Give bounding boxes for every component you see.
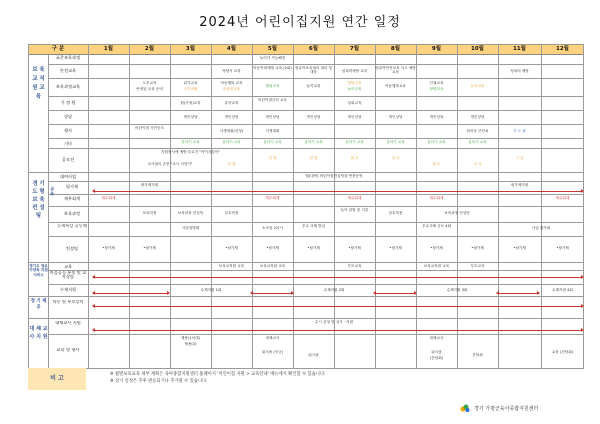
cell: 수제지원 1회 <box>200 288 222 292</box>
footer-org: 경기 가평군육아종합지원센터 <box>474 406 539 412</box>
cell: 접 수 <box>432 162 441 166</box>
cell: 아동학대예방 교육 (2회) <box>253 66 292 70</box>
cell: 성폭력 예방 <box>510 69 529 73</box>
cell: 전 형 <box>227 162 236 166</box>
cell: 놀이교육 <box>470 84 485 88</box>
cell: 안정된 교육 준비 <box>136 87 163 91</box>
cell: 어린이집 사진공모 <box>135 126 164 130</box>
cell: 유아기 교육 <box>304 140 323 144</box>
cell: 성희교육 <box>347 101 362 105</box>
cell: 재무회계 <box>555 196 570 200</box>
cell: 우수 사례 발굴 <box>301 224 326 228</box>
row-label: 대여사업 <box>59 174 77 179</box>
header-month: 10월 <box>471 46 484 52</box>
cell: •평가제 <box>307 246 320 250</box>
header-month: 8월 <box>390 46 401 52</box>
center-logo-icon <box>460 403 470 413</box>
cell: 노후교육 <box>142 81 157 85</box>
row-label: 능력특강 공동체 <box>57 224 87 228</box>
cell: 재무회계 <box>429 196 444 200</box>
cell: •평가제 <box>556 246 569 250</box>
row-label: 수제지원 <box>59 287 77 292</box>
header-month: 9월 <box>431 46 442 52</box>
cell: 영양교육 <box>347 81 362 85</box>
cell: 유아기 교육 <box>386 140 405 144</box>
arrow <box>252 293 292 294</box>
header-gubun: 구 분 <box>51 46 65 52</box>
row-label: 마등 및 부모강의 <box>52 300 84 304</box>
remarks-label: 비 고 <box>28 368 86 390</box>
cell: 보육과정 컨설팅 <box>177 211 204 215</box>
cell: 위기교육 <box>183 81 198 85</box>
section-bomo: 보 육 교 직 원 교 육 <box>32 67 45 100</box>
row-label: 교육 <box>63 264 73 269</box>
header-month: 4월 <box>226 46 237 52</box>
cell: 심 사 <box>391 156 400 160</box>
cell: •평가제 <box>143 246 156 250</box>
arrow <box>94 293 168 294</box>
schedule-table <box>28 44 584 368</box>
cell: 유아기 교육 <box>345 140 364 144</box>
cell: 부모교육 <box>347 264 362 268</box>
row-label: 컨설팅 <box>65 246 79 251</box>
row-label: 공모전 <box>61 157 75 162</box>
cell: (간담회) <box>429 356 444 360</box>
cell: 평가제지원 <box>510 183 529 187</box>
cell: 보육과정 <box>142 211 157 215</box>
cell: 보육교직원 교육 <box>423 264 450 268</box>
cell: 개인상담 <box>429 115 444 119</box>
cell: 원(가정)교육 <box>180 101 201 105</box>
cell: 대체교사 <box>265 336 280 340</box>
cell: 영유아보육권리 권리 및 대응 <box>295 66 332 75</box>
cell: 유아기 교육 <box>427 140 446 144</box>
row-label: 행사 <box>63 128 73 133</box>
cell: 아동행복 교육 <box>220 81 243 85</box>
cell: 개인상담 <box>470 115 485 119</box>
cell: 보육교직원 교육 <box>218 264 245 268</box>
cell: 놀이가 가능해진 <box>259 56 286 60</box>
row-label: 마을공동 부모 및 교사상담 <box>49 271 87 280</box>
row-label: 보육과정 <box>63 211 81 216</box>
cell: 시 상 <box>515 156 524 160</box>
note-line: ※ 월별보육교육 세부 계획은 육아종합지원센터 홈페이지 '어린이집 지원 > 교육안내' 메뉴에서 확인할 수 있습니다. <box>110 372 326 377</box>
cell: 놀이교육 <box>347 87 362 91</box>
row-label: 교육 및 행사 <box>56 348 80 352</box>
cell: •평가제 <box>389 246 402 250</box>
cell: 개인상담 <box>306 115 321 119</box>
note-line: ※ 상기 일정은 추후 변동되거나 추가될 수 있습니다. <box>110 378 208 384</box>
cell: 교육 (간담회) <box>551 350 574 354</box>
cell: 교사권리 존중 "교사 지킴이" <box>147 162 193 166</box>
row-label: 재무회계 <box>63 196 81 201</box>
cell: 심 사 <box>473 162 482 166</box>
arrow <box>94 330 582 331</box>
cell: 유아교육 <box>224 101 239 105</box>
header-month: 3월 <box>185 46 196 52</box>
cell: 워크숍 (신규) <box>261 350 284 354</box>
arrow <box>498 293 538 294</box>
cell: 수제지원 2회 <box>323 288 345 292</box>
cell: •평가제 <box>513 246 526 250</box>
section-gyeonggi: 경 기 도 형 보 육 컨 설 팅 <box>32 181 45 219</box>
cell: 월(대여) 어린이집컨설팅을 연중운영 <box>305 174 363 178</box>
cell: 상호작용 <box>388 211 403 215</box>
cell: 영양교육 <box>429 87 444 91</box>
cell: 노후역량 <box>183 87 198 91</box>
cell: 소모임 2차시 <box>262 226 283 230</box>
header-month: 12월 <box>556 46 569 52</box>
cell: 개인상담 <box>265 115 280 119</box>
cell: 개인상담 <box>388 115 403 119</box>
cell: 대체교사 <box>429 336 444 340</box>
cell: 선 정 <box>268 156 277 160</box>
header-month: 7월 <box>349 46 360 52</box>
cell: 수제지원 3회 <box>446 288 468 292</box>
cell: 접 수 <box>350 156 359 160</box>
row-label: 상담 <box>63 114 73 119</box>
cell: 유아기 교육 <box>468 140 487 144</box>
section-jeongi: 정 기 제 공 <box>30 299 47 310</box>
cell: 워크숍 <box>431 350 442 354</box>
cell: 워크숍 <box>308 353 319 357</box>
remarks-notes <box>110 372 325 385</box>
row-label: 평가제 <box>65 184 79 189</box>
cell: 유아기 교육 <box>181 140 200 144</box>
cell: 영양사 교육 <box>222 69 241 73</box>
cell: 범위교육 <box>265 84 280 88</box>
section-gyo: 교 육 <box>50 186 54 197</box>
cell: 영유아안전보육 사고 예방교육 <box>375 66 416 75</box>
cell: 보육교직원 교육 <box>259 264 286 268</box>
cell: 보육과정 컨설팅 <box>444 211 470 215</box>
cell: 인권교육 <box>429 81 444 85</box>
cell: 간담회 <box>472 353 483 357</box>
cell: •평가제 <box>471 246 484 250</box>
cell: 상호작용 <box>224 211 239 215</box>
cell: 한마음 큰잔치 <box>466 129 489 133</box>
cell: 재무회계 <box>347 196 362 200</box>
cell: 성폭력예방 교육 <box>341 69 368 73</box>
cell: 개인상담 <box>347 115 362 119</box>
cell: •평가제 <box>430 246 443 250</box>
header-month: 6월 <box>308 46 319 52</box>
cell: •평가제 <box>348 246 361 250</box>
section-gyeonggi-lab: 경기도 영유아양육 지원 서비스 <box>29 264 48 277</box>
row-label: 기타 <box>63 141 73 146</box>
cell: 안정된교육 <box>222 87 241 91</box>
cell: 놀이교육 <box>306 84 321 88</box>
cell: 가 도 판 <box>513 129 526 133</box>
cell: 우수사례 공모 4회 <box>422 224 451 228</box>
cell: 유아기 교육 <box>263 140 282 144</box>
cell: •평가제 <box>102 246 115 250</box>
row-label: 가 정 원 <box>60 100 76 105</box>
header-month: 1월 <box>103 46 114 52</box>
cell: 자원봉사에 예방 슬로건 "아이지킴이" <box>161 150 220 154</box>
cell: 개인상담 <box>224 115 239 119</box>
cell: 수제지원 4회 <box>552 288 573 292</box>
cell: 아동행복교육 <box>385 84 406 88</box>
row-label: 보육과정교육 <box>55 84 81 89</box>
row-label: 안전교육 <box>59 68 77 73</box>
cell: 사업 평가회 <box>531 226 551 230</box>
cell: 채용(1차대) <box>181 336 200 340</box>
cell: •평가제 <box>225 246 238 250</box>
header-month: 11월 <box>513 46 526 52</box>
cell: 사업설명회 <box>181 226 200 230</box>
arrow <box>94 191 582 192</box>
cell: 사생대회 <box>265 129 280 133</box>
cell: 평가제지원 <box>140 183 159 187</box>
cell: 채용(2) <box>184 342 197 346</box>
cell: 부모교육 <box>470 264 485 268</box>
cell: 어린이집간의 교육 <box>258 98 287 102</box>
cell: •평가제 <box>266 246 279 250</box>
row-label: 대체교사 지원 <box>55 321 81 325</box>
cell: 수시 신청 및 심사 · 지원 <box>314 320 354 324</box>
header-month: 5월 <box>267 46 278 52</box>
header-month: 2월 <box>144 46 155 52</box>
arrow <box>94 277 582 278</box>
page-title: 2024년 어린이집지원 연간 일정 <box>199 15 401 30</box>
cell: 유아기 교육 <box>222 140 241 144</box>
cell: 개인상담 <box>183 115 198 119</box>
cell: 사생대회(신청) <box>219 129 244 133</box>
cell: 재무회계 <box>265 196 280 200</box>
arrow <box>375 293 415 294</box>
row-label: 표준보육과정 <box>55 55 81 60</box>
cell: 재무회계 <box>101 196 116 200</box>
section-daeche: 대 체 교 사 지 원 <box>29 326 48 340</box>
cell: 놀이 관찰 및 기록 <box>340 208 369 212</box>
cell: 전 형 <box>309 156 318 160</box>
arrow <box>94 306 582 307</box>
